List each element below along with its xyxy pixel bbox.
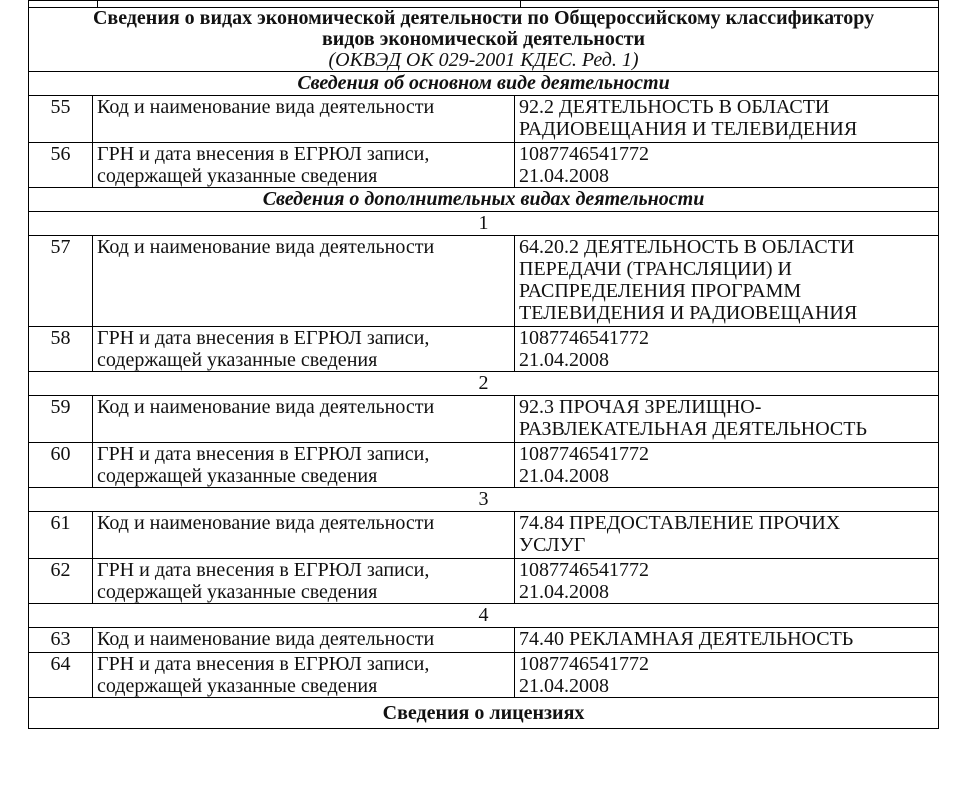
table-row [29, 327, 939, 372]
label-line: ГРН и дата внесения в ЕГРЮЛ записи, [97, 143, 430, 165]
previous-table-tail [29, 1, 939, 8]
row-label [93, 327, 515, 372]
value-line: 92.2 ДЕЯТЕЛЬНОСТЬ В ОБЛАСТИ [519, 96, 830, 118]
label-line: содержащей указанные сведения [97, 675, 378, 697]
group-index: 1 [29, 212, 939, 236]
grn-date: 21.04.2008 [519, 581, 609, 603]
title-line-2: видов экономической деятельности [321, 28, 646, 50]
row-number: 63 [29, 628, 93, 653]
value-line: 64.20.2 ДЕЯТЕЛЬНОСТЬ В ОБЛАСТИ [519, 236, 855, 258]
value-line: РАЗВЛЕКАТЕЛЬНАЯ ДЕЯТЕЛЬНОСТЬ [519, 418, 867, 440]
table-row [29, 236, 939, 327]
row-value [515, 443, 939, 488]
table-row [29, 143, 939, 188]
row-value [515, 396, 939, 443]
row-value [515, 96, 939, 143]
row-number: 64 [29, 653, 93, 698]
row-number: 62 [29, 559, 93, 604]
top-strip-row [29, 1, 939, 8]
label-line: содержащей указанные сведения [97, 349, 378, 371]
row-number: 56 [29, 143, 93, 188]
grn-date: 21.04.2008 [519, 165, 609, 187]
row-number: 57 [29, 236, 93, 327]
value-line: УСЛУГ [519, 534, 586, 556]
grn-date: 21.04.2008 [519, 675, 609, 697]
row-value [515, 512, 939, 559]
row-label [93, 143, 515, 188]
value-line: 74.40 РЕКЛАМНАЯ ДЕЯТЕЛЬНОСТЬ [519, 628, 854, 650]
grn-date: 21.04.2008 [519, 349, 609, 371]
row-number: 59 [29, 396, 93, 443]
table-row [29, 443, 939, 488]
table-row [29, 653, 939, 698]
group-index-row [29, 488, 939, 512]
title-classifier-edition: (ОКВЭД ОК 029-2001 КДЕС. Ред. 1) [328, 49, 639, 71]
row-value [515, 628, 939, 653]
table-row [29, 559, 939, 604]
row-value [515, 559, 939, 604]
group-index: 2 [29, 372, 939, 396]
row-label: Код и наименование вида деятельности [93, 628, 515, 653]
value-line: ТЕЛЕВИДЕНИЯ И РАДИОВЕЩАНИЯ [519, 302, 858, 324]
group-index-row [29, 604, 939, 628]
label-line: ГРН и дата внесения в ЕГРЮЛ записи, [97, 327, 430, 349]
grn-number: 1087746541772 [519, 443, 649, 465]
group-index: 3 [29, 488, 939, 512]
section-additional-activities: Сведения о дополнительных видах деятельности [29, 188, 939, 212]
row-value [515, 236, 939, 327]
row-label: Код и наименование вида деятельности [93, 96, 515, 143]
table-row [29, 96, 939, 143]
grn-number: 1087746541772 [519, 653, 649, 675]
row-number: 58 [29, 327, 93, 372]
label-line: содержащей указанные сведения [97, 165, 378, 187]
table-title [29, 8, 939, 72]
table-row [29, 512, 939, 559]
label-line: ГРН и дата внесения в ЕГРЮЛ записи, [97, 443, 430, 465]
row-value [515, 143, 939, 188]
label-line: ГРН и дата внесения в ЕГРЮЛ записи, [97, 653, 430, 675]
title-row [29, 8, 939, 72]
grn-number: 1087746541772 [519, 559, 649, 581]
table-row [29, 628, 939, 653]
grn-number: 1087746541772 [519, 327, 649, 349]
value-line: ПЕРЕДАЧИ (ТРАНСЛЯЦИИ) И [519, 258, 792, 280]
value-line: 74.84 ПРЕДОСТАВЛЕНИЕ ПРОЧИХ [519, 512, 841, 534]
group-index-row [29, 212, 939, 236]
table-row [29, 396, 939, 443]
row-value [515, 653, 939, 698]
row-number: 55 [29, 96, 93, 143]
row-label: Код и наименование вида деятельности [93, 236, 515, 327]
section-main-activity: Сведения об основном виде деятельности [29, 72, 939, 96]
section-header-row [29, 72, 939, 96]
next-section-title-cutoff [29, 698, 939, 729]
row-number: 60 [29, 443, 93, 488]
row-label: Код и наименование вида деятельности [93, 396, 515, 443]
document-page [28, 0, 938, 729]
section-header-row [29, 188, 939, 212]
egrul-activities-table [28, 0, 939, 729]
row-label [93, 559, 515, 604]
grn-number: 1087746541772 [519, 143, 649, 165]
grn-date: 21.04.2008 [519, 465, 609, 487]
value-line: РАДИОВЕЩАНИЯ И ТЕЛЕВИДЕНИЯ [519, 118, 858, 140]
label-line: ГРН и дата внесения в ЕГРЮЛ записи, [97, 559, 430, 581]
label-line: содержащей указанные сведения [97, 581, 378, 603]
group-index: 4 [29, 604, 939, 628]
next-section-title: Сведения о лицензиях [382, 702, 585, 724]
row-value [515, 327, 939, 372]
row-label: Код и наименование вида деятельности [93, 512, 515, 559]
next-section-row [29, 698, 939, 729]
value-line: 92.3 ПРОЧАЯ ЗРЕЛИЩНО- [519, 396, 762, 418]
row-label [93, 443, 515, 488]
row-number: 61 [29, 512, 93, 559]
label-line: содержащей указанные сведения [97, 465, 378, 487]
row-label [93, 653, 515, 698]
group-index-row [29, 372, 939, 396]
title-line-1: Сведения о видах экономической деятельности по Общероссийскому классификатору [92, 7, 875, 29]
value-line: РАСПРЕДЕЛЕНИЯ ПРОГРАММ [519, 280, 802, 302]
